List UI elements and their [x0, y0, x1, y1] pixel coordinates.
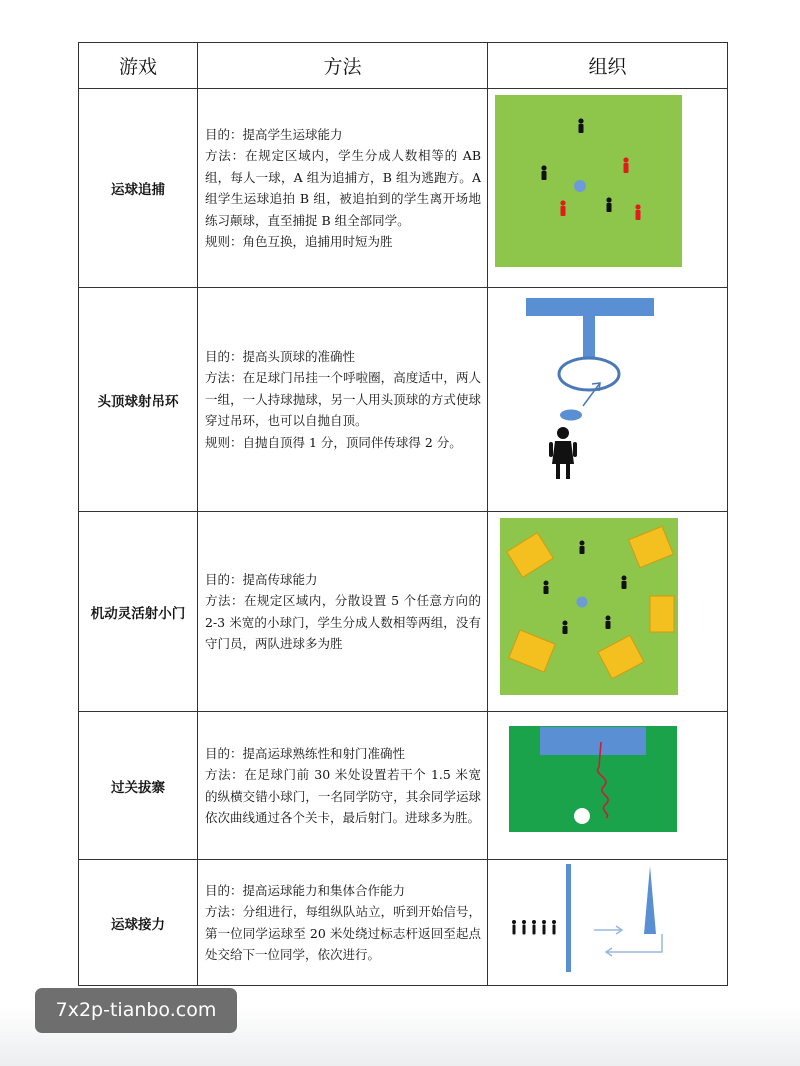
field-icon — [495, 95, 682, 267]
player-icon — [544, 581, 549, 595]
chase-field-diagram — [488, 89, 726, 287]
player-icon — [578, 118, 583, 133]
goal-icon — [650, 596, 674, 632]
hoop-rod-icon — [583, 316, 595, 358]
ball-icon — [577, 597, 588, 608]
player-icon — [635, 204, 640, 220]
player-icon — [560, 200, 565, 216]
player-icon — [606, 197, 611, 212]
method-line: 方法：在足球门吊挂一个呼啦圈，高度适中，两人一组，一人持球抛球，另一人用头顶球的方式使球穿过吊环，也可以自抛自顶。 — [205, 370, 481, 429]
small-goals-diagram — [488, 512, 726, 711]
ball-icon — [560, 410, 582, 421]
hoop-icon — [559, 358, 619, 390]
marker-pole-icon — [644, 866, 656, 934]
games-table — [78, 42, 728, 986]
game-method — [198, 89, 488, 288]
arrow-icon — [606, 934, 662, 956]
method-line: 目的：提高学生运球能力 — [205, 126, 343, 142]
organization-diagram — [488, 288, 728, 512]
player-icon — [606, 616, 611, 630]
method-line: 目的：提高头顶球的准确性 — [205, 348, 356, 364]
organization-diagram — [488, 860, 728, 986]
header-game: 游戏 — [79, 43, 198, 89]
game-name: 机动灵活射小门 — [79, 512, 198, 712]
table-row — [79, 512, 728, 712]
table-row — [79, 712, 728, 860]
player-icon — [522, 920, 526, 935]
table-row — [79, 860, 728, 986]
game-name: 头顶球射吊环 — [79, 288, 198, 512]
player-icon — [541, 165, 546, 180]
table-header-row — [79, 43, 728, 89]
player-icon — [623, 157, 628, 173]
player-icon — [622, 576, 627, 590]
game-method — [198, 512, 488, 712]
method-line: 方法：在规定区域内，学生分成人数相等的 AB 组，每人一球，A 组为追捕方，B 组为逃跑方。A 组学生运球追拍 B 组，被追拍到的学生离开场地练习颠球，直至捕捉 B 组全部同学。 — [205, 148, 481, 228]
relay-diagram — [488, 860, 726, 985]
organization-diagram — [488, 512, 728, 712]
watermark: 7x2p-tianbo.com — [35, 988, 237, 1033]
game-name: 运球追捕 — [79, 89, 198, 288]
player-icon — [512, 920, 516, 935]
game-name: 运球接力 — [79, 860, 198, 986]
method-line: 目的：提高运球能力和集体合作能力 — [205, 882, 406, 898]
ball-icon — [574, 808, 590, 824]
table-row — [79, 288, 728, 512]
method-line: 规则：角色互换，追捕用时短为胜 — [205, 234, 393, 249]
obstacle-dribble-diagram — [488, 712, 726, 859]
header-method: 方法 — [198, 43, 488, 89]
header-hoop-diagram — [488, 288, 726, 511]
arrow-icon — [583, 383, 600, 406]
method-line: 规则：自抛自顶得 1 分，顶同伴传球得 2 分。 — [205, 434, 462, 450]
method-line: 方法：分组进行，每组纵队站立，听到开始信号，第一位同学运球至 20 米处绕过标志杆返回至起点处交给下一位同学，依次进行。 — [205, 904, 481, 962]
goal-icon — [526, 298, 654, 316]
player-icon — [563, 621, 568, 635]
method-line: 目的：提高传球能力 — [205, 571, 318, 587]
arrow-icon — [594, 926, 622, 934]
player-icon — [542, 920, 546, 935]
player-icon — [580, 541, 585, 555]
start-line-icon — [566, 864, 571, 972]
method-line: 方法：在规定区域内，分散设置 5 个任意方向的 2-3 米宽的小球门，学生分成人数相等两组，没有守门员，两队进球多为胜 — [205, 593, 481, 651]
organization-diagram — [488, 89, 728, 288]
header-organization: 组织 — [488, 43, 728, 89]
player-icon — [552, 920, 556, 935]
game-method — [198, 712, 488, 860]
method-line: 方法：在足球门前 30 米处设置若干个 1.5 米宽的纵横交错小球门，一名同学防守，其余同学运球依次曲线通过各个关卡，最后射门。进球多为胜。 — [205, 767, 481, 825]
goal-icon — [540, 727, 646, 755]
game-name: 过关拔寨 — [79, 712, 198, 860]
game-method — [198, 860, 488, 986]
player-icon — [532, 920, 536, 935]
table-row — [79, 89, 728, 288]
game-method — [198, 288, 488, 512]
ball-icon — [574, 180, 586, 192]
method-line: 目的：提高运球熟练性和射门准确性 — [205, 745, 406, 761]
organization-diagram — [488, 712, 728, 860]
person-icon — [549, 427, 577, 479]
